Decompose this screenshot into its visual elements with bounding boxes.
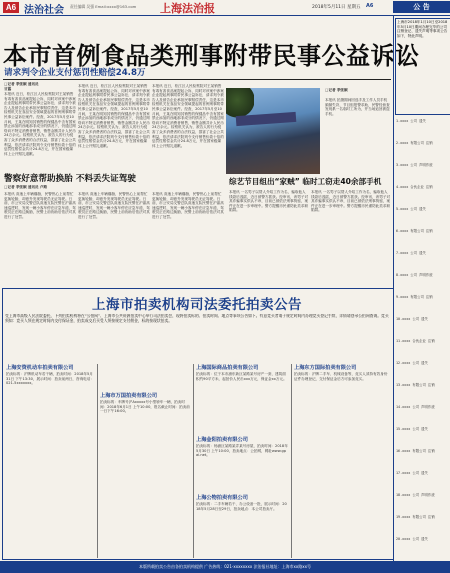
lot-body: 拍卖标的：沪牌机动车若干辆，拍卖时间：2018年5月31日 下午13:30，展示时间：拍卖前两日，咨询电话：021-5xxxxxxx。 (6, 372, 94, 386)
notice-column-intro-box (395, 18, 450, 115)
notice-column-title: 公 告 (393, 1, 450, 13)
photo-story-title: 综艺节目组出“家贼” 临时工窃走40余部手机 (229, 177, 382, 186)
notice-entry: 10.xxxx 公司 遗失 (396, 317, 428, 321)
issue-date: 2018年5月11日 星期五 (312, 5, 361, 10)
story3-body-col2: 本报讯 一名男子以帮人介绍工作为名，骗取他人钱款后逃匿，近日被警方抓获。经审讯，该男子对其诈骗事实供认不讳，目前已被依法刑事拘留，案件正在进一步审理中。警方提醒市民谨防此类求职陷阱。 (311, 190, 391, 213)
column-divider (193, 364, 194, 558)
notice-entry: 9.xxxx 有限公司 注销 (396, 295, 433, 299)
lot-title: 上海东方国际拍卖有限公司 (294, 365, 357, 371)
editor-line: 责任编辑 吴强 Email:xxxx@163.com (70, 4, 137, 9)
story2-body-col2: 本报讯 高速上车辆爆胎，民警热心上前帮忙更换轮胎，却意外发现驾驶员无证驾驶。日前，市公安局交警总队高速支队民警在沪嘉高速巡逻时，发现一辆小客车停在应急车道，驾驶员正在路边换胎，民警上前协助后依法对其进行了处罚。 (78, 192, 150, 219)
auction-notice-intro: 受上海市高级人民法院委托，下列拍卖机构将在“公拍网”、上海市公共资源拍卖中心举行司法拍卖会，现将拍卖标的、拍卖时间、地点等事项公告如下。有意竞买者请于规定时间内办理竞买登记手续，详情请登录公拍网查询。竞买须知：竞买人须在规定时间内交付保证金，拍卖成交后买受人须按规定支付佣金，标的按现状拍卖。 (5, 314, 389, 323)
notice-entry: 2.xxxx 有限公司 注销 (396, 141, 433, 145)
lot-body: 拍卖标的：位于本市浦东新区某路某号房产一套，建筑面积约90平方米，起拍价人民币xxx万元，保证金xx万元。 (196, 372, 287, 381)
notice-entry: 3.xxxx 公司 声明作废 (396, 163, 433, 167)
notice-entry: 15.xxxx 公司 遗失 (396, 427, 428, 431)
notice-entry: 12.xxxx 公司 遗失 (396, 361, 428, 365)
lot-body: 拍卖标的：车牌号沪Axxxxx号小型轿车一辆，拍卖时间：2018年6月1日 上午10:00，报名截止时间：拍卖前一日下午16:00。 (100, 400, 190, 414)
lead-byline: □记者 季张颖 通讯员 甘露 (4, 82, 39, 91)
photo-byline: □记者 季张颖 (325, 88, 348, 92)
section-title: 法治社会 (24, 5, 64, 16)
notice-entry: 5.xxxx 公司 遗失 (396, 207, 426, 211)
lead-subhead: 请求判令企业支付惩罚性赔偿24.8万 (4, 68, 146, 78)
page-footer: 本版所载拍卖公告由各拍卖机构提供 广告热线：021-xxxxxxxx 法治报社地址：上海市xx路xx号 (0, 561, 450, 573)
lot-title: 上海安资机动车拍卖有限公司 (6, 365, 74, 371)
masthead: 上海法治报 (160, 2, 215, 15)
story2-body-col1: 本报讯 高速上车辆爆胎，民警热心上前帮忙更换轮胎，却意外发现驾驶员无证驾驶。日前，市公安局交警总队高速支队民警在沪嘉高速巡逻时，发现一辆小客车停在应急车道，驾驶员正在路边换胎，民警上前协助后依法对其进行了处罚。 (4, 192, 76, 219)
notice-entry: 1.xxxx 公司 遗失 (396, 119, 426, 123)
notice-entry: 7.xxxx 公司 遗失 (396, 251, 426, 255)
lead-body-col3: 本报讯 近日，松江区人民检察院对王某销售有毒有害食品案提起公诉，同时对该案中涉案企业提起刑事附带民事公益诉讼，请求判令被告人及被告企业承担民事赔偿责任，这是本市检察机关在食品安全领域提起的首例刑事附带民事公益诉讼案件。经查，2017年5月至10月间，王某在明知其销售的保健品中含有国家禁止添加的西地那非成分的情况下，仍通过网络向不特定消费者销售，销售金额共计人民币24万余元。检察机关认为，被告人的行为侵害了众多消费者的合法权益，损害了社会公共利益，依法请求法院判令支付销售价款十倍的惩罚性赔偿金共计24.8万元，并在国家级媒体上公开赔礼道歉。 (152, 84, 224, 148)
lot-title: 上海金阳拍卖有限公司 (196, 437, 248, 443)
story2-body-col3: 本报讯 高速上车辆爆胎，民警热心上前帮忙更换轮胎，却意外发现驾驶员无证驾驶。日前，市公安局交警总队高速支队民警在沪嘉高速巡逻时，发现一辆小客车停在应急车道，驾驶员正在路边换胎，民警上前协助后依法对其进行了处罚。 (152, 192, 224, 219)
story2-title: 警察好意帮助换胎 不料丢失证驾驶 (4, 174, 136, 184)
notice-entry: 19.xxxx 有限公司 注销 (396, 515, 435, 519)
notice-entry: 4.xxxx 合伙企业 注销 (396, 185, 433, 189)
photo-caption: 本报讯 拍摄期间因选手及工作人员手机频频失窃，节目组报警求助，民警经侦查发现系一名临时工所为，并当场追回被盗手机。 (325, 98, 390, 116)
lot-body: 拍卖标的：沪牌二手车、机械设备等，竞买人须持有效身份证件办理登记，交付保证金后方可参加竞买。 (294, 372, 388, 381)
page-header (0, 0, 450, 16)
lot-title: 上海国际商品拍卖有限公司 (196, 365, 259, 371)
notice-entry: 8.xxxx 公司 声明作废 (396, 273, 433, 277)
story3-body-col1: 本报讯 一名男子以帮人介绍工作为名，骗取他人钱款后逃匿，近日被警方抓获。经审讯，该男子对其诈骗事实供认不讳，目前已被依法刑事拘留，案件正在进一步审理中。警方提醒市民谨防此类求职陷阱。 (229, 190, 309, 213)
notice-entry: 13.xxxx 有限公司 注销 (396, 383, 435, 387)
lead-body-col2: 本报讯 近日，松江区人民检察院对王某销售有毒有害食品案提起公诉，同时对该案中涉案企业提起刑事附带民事公益诉讼，请求判令被告人及被告企业承担民事赔偿责任，这是本市检察机关在食品安全领域提起的首例刑事附带民事公益诉讼案件。经查，2017年5月至10月间，王某在明知其销售的保健品中含有国家禁止添加的西地那非成分的情况下，仍通过网络向不特定消费者销售，销售金额共计人民币24万余元。检察机关认为，被告人的行为侵害了众多消费者的合法权益，损害了社会公共利益，依法请求法院判令支付销售价款十倍的惩罚性赔偿金共计24.8万元，并在国家级媒体上公开赔礼道歉。 (78, 84, 150, 148)
news-photo (226, 88, 320, 174)
notice-entry: 14.xxxx 公司 声明作废 (396, 405, 435, 409)
lead-headline: 本市首例食品类刑事附带民事公益诉讼 (3, 42, 420, 70)
column-divider (97, 364, 98, 558)
lead-body-col1: 本报讯 近日，松江区人民检察院对王某销售有毒有害食品案提起公诉，同时对该案中涉案企业提起刑事附带民事公益诉讼，请求判令被告人及被告企业承担民事赔偿责任，这是本市检察机关在食品安全领域提起的首例刑事附带民事公益诉讼案件。经查，2017年5月至10月间，王某在明知其销售的保健品中含有国家禁止添加的西地那非成分的情况下，仍通过网络向不特定消费者销售，销售金额共计人民币24万余元。检察机关认为，被告人的行为侵害了众多消费者的合法权益，损害了社会公共利益，依法请求法院判令支付销售价款十倍的惩罚性赔偿金共计24.8万元，并在国家级媒体上公开赔礼道歉。 (4, 92, 76, 156)
photo-tree (226, 88, 254, 118)
lot-title: 上海市万国拍卖有限公司 (100, 393, 158, 399)
auction-notice-title: 上海市拍卖机构司法委托拍卖公告 (92, 297, 302, 313)
page-logo: A6 (3, 2, 19, 13)
lot-title: 上海公物拍卖有限公司 (196, 495, 248, 501)
story2-byline: □记者 季张颖 通讯员 卢路 (4, 185, 48, 189)
page-number: A6 (366, 3, 374, 9)
notice-entry: 6.xxxx 有限公司 注销 (396, 229, 433, 233)
column-divider (291, 364, 292, 558)
lot-body: 拍卖标的：杨浦区某路某弄某号房屋，拍卖时间：2018年5月30日 上午10:00，拍卖地点：公拍网，网址www.gpai.net。 (196, 444, 288, 458)
notice-column-intro: 上海市2018年1月10日至2018年5月10日期间办理完毕的公司注销登记、遗失声明等事项公告如下，特此声明。 (397, 20, 448, 38)
lead-rule (3, 79, 391, 80)
notice-entry: 16.xxxx 有限公司 注销 (396, 449, 435, 453)
lot-body: 拍卖标的：二手车辆若干、办公设备一批，展示时间：2018年5月28日至29日，拍卖地点：本公司拍卖厅。 (196, 502, 287, 511)
right-column-border (393, 16, 394, 561)
notice-entry: 11.xxxx 合伙企业 注销 (396, 339, 435, 343)
notice-entry: 20.xxxx 公司 遗失 (396, 537, 428, 541)
notice-entry: 17.xxxx 公司 遗失 (396, 471, 428, 475)
notice-entry: 18.xxxx 公司 声明作废 (396, 493, 435, 497)
